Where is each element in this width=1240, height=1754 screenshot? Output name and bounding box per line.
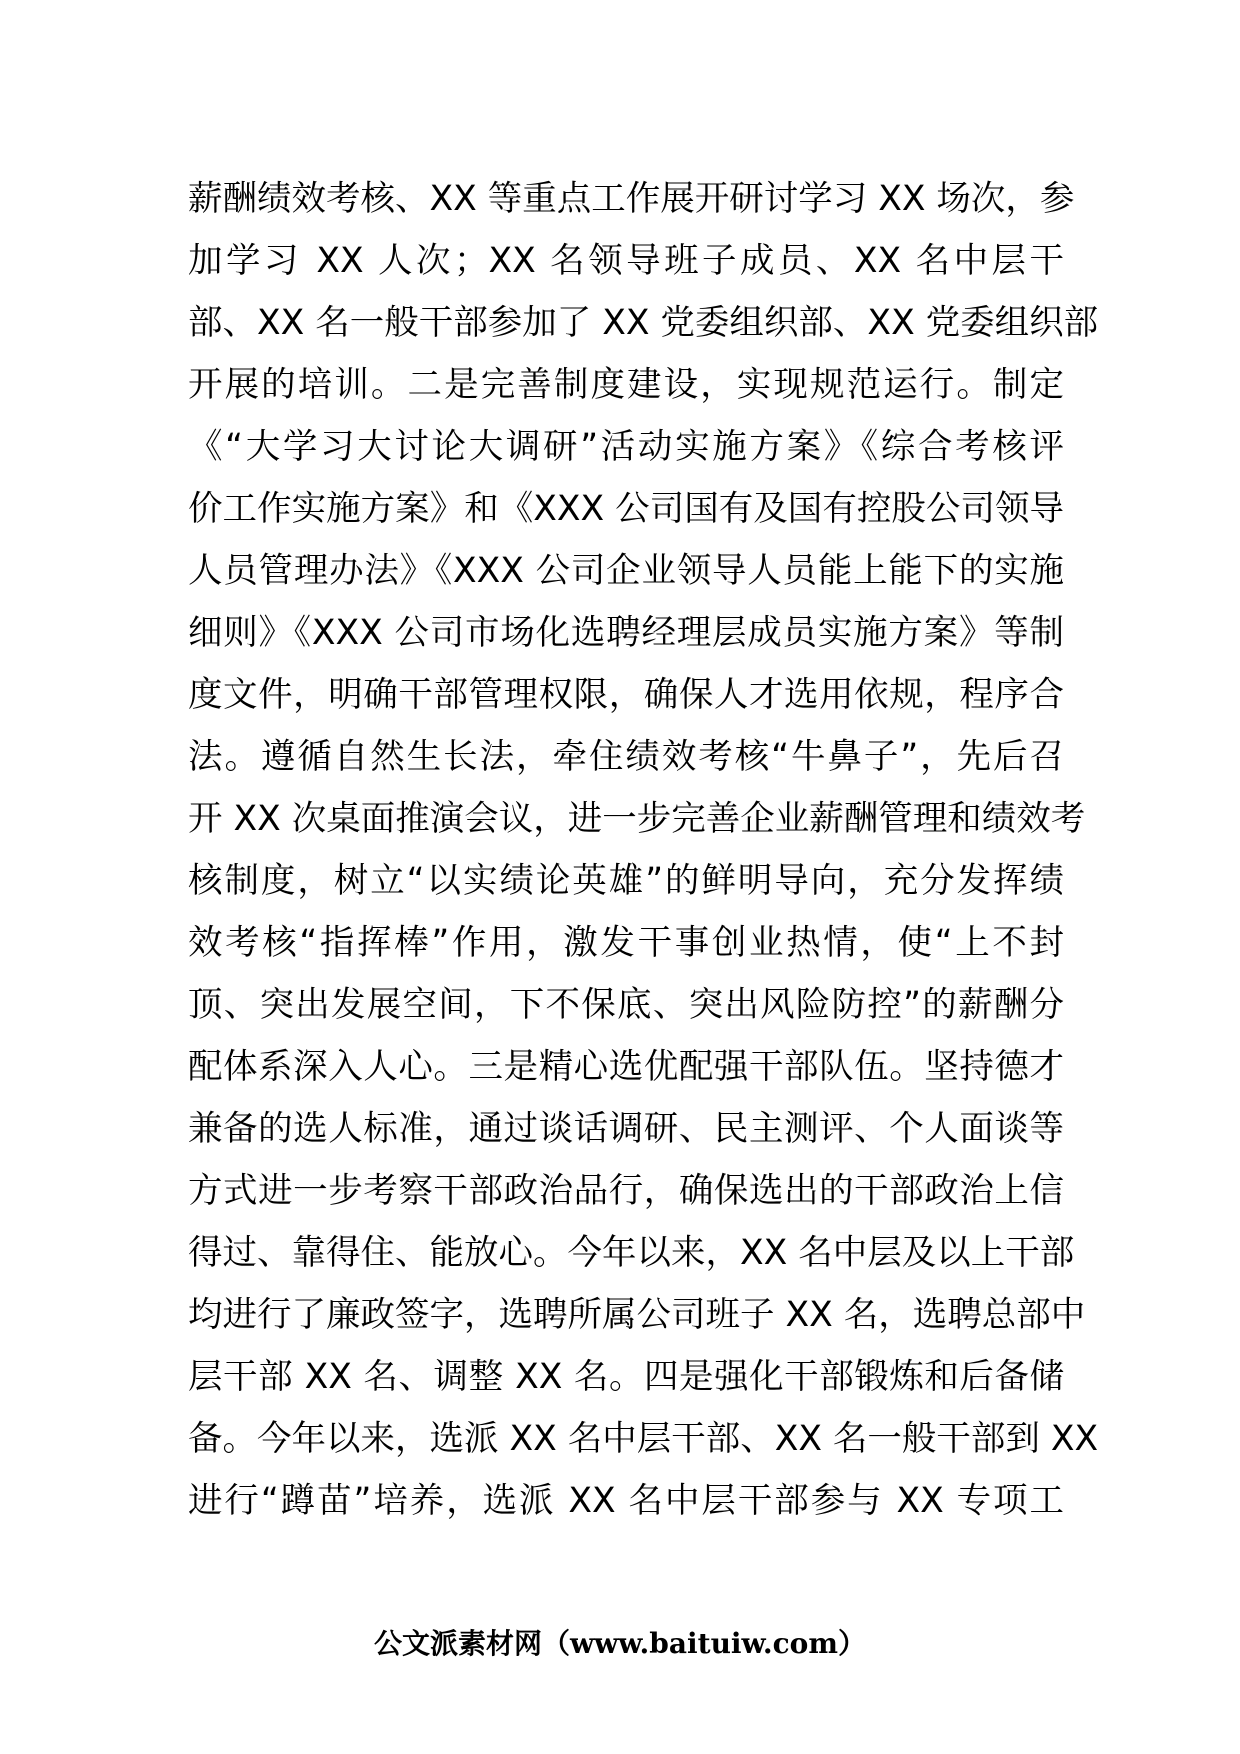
text-line: 加学习 XX 人次；XX 名领导班子成员、XX 名中层干	[188, 241, 1064, 281]
text-line: 人员管理办法》《XXX 公司企业领导人员能上能下的实施	[188, 551, 1064, 591]
text-line: 开 XX 次桌面推演会议，进一步完善企业薪酬管理和绩效考	[188, 799, 1086, 839]
text-line: 细则》《XXX 公司市场化选聘经理层成员实施方案》等制	[188, 613, 1064, 653]
text-line: 均进行了廉政签字，选聘所属公司班子 XX 名，选聘总部中	[188, 1295, 1086, 1335]
text-line: 核制度，树立“以实绩论英雄”的鲜明导向，充分发挥绩	[188, 861, 1064, 901]
text-line: 方式进一步考察干部政治品行，确保选出的干部政治上信	[188, 1171, 1064, 1211]
text-line: 效考核“指挥棒”作用，激发干事创业热情，使“上不封	[188, 923, 1064, 963]
text-line: 顶、突出发展空间，下不保底、突出风险防控”的薪酬分	[188, 985, 1064, 1025]
text-line: 配体系深入人心。三是精心选优配强干部队伍。坚持德才	[188, 1047, 1064, 1087]
text-line: 薪酬绩效考核、XX 等重点工作展开研讨学习 XX 场次，参	[188, 179, 1075, 219]
text-line: 部、XX 名一般干部参加了 XX 党委组织部、XX 党委组织部	[188, 303, 1099, 343]
text-line: 层干部 XX 名、调整 XX 名。四是强化干部锻炼和后备储	[188, 1357, 1064, 1397]
text-line: 开展的培训。二是完善制度建设，实现规范运行。制定	[188, 365, 1064, 405]
text-line: 兼备的选人标准，通过谈话调研、民主测评、个人面谈等	[188, 1109, 1064, 1149]
text-line: 度文件，明确干部管理权限，确保人才选用依规，程序合	[188, 675, 1064, 715]
text-line: 进行“蹲苗”培养，选派 XX 名中层干部参与 XX 专项工	[188, 1481, 1064, 1521]
text-line: 得过、靠得住、能放心。今年以来，XX 名中层及以上干部	[188, 1233, 1075, 1273]
text-line: 备。今年以来，选派 XX 名中层干部、XX 名一般干部到 XX	[188, 1419, 1099, 1459]
text-line: 《“大学习大讨论大调研”活动实施方案》《综合考核评	[188, 427, 1064, 467]
document-body	[188, 168, 1099, 1532]
footer-watermark-text: 公文派素材网（www.baituiw.com）	[374, 1627, 866, 1660]
text-line: 价工作实施方案》和《XXX 公司国有及国有控股公司领导	[188, 489, 1064, 529]
text-line: 法。遵循自然生长法，牵住绩效考核“牛鼻子”，先后召	[188, 737, 1064, 777]
